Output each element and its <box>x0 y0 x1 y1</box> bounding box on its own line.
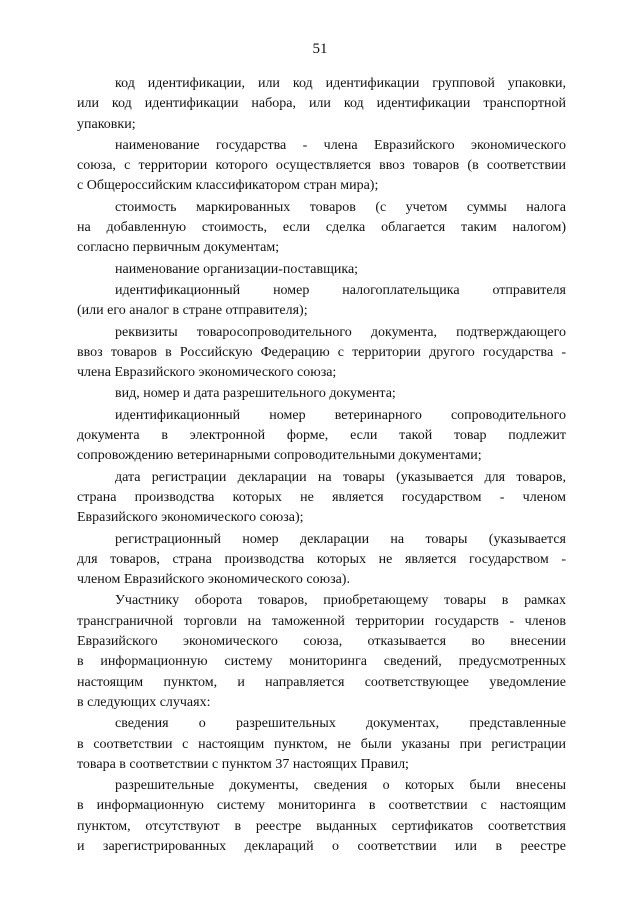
text-line: наименование организации-поставщика; <box>115 261 359 277</box>
text-line: стоимость маркированных товаров (с учетом суммы налога <box>115 199 566 215</box>
paragraph <box>77 260 566 280</box>
text-line: или код идентификации набора, или код идентификации транспортной <box>77 96 566 112</box>
text-line: трансграничной торговли на таможенной территории государств - членов <box>77 613 566 629</box>
text-line: реквизиты товаросопроводительного документа, подтверждающего <box>115 324 566 340</box>
paragraph <box>77 468 566 529</box>
text-line: упаковки; <box>77 116 136 132</box>
paragraph <box>77 714 566 775</box>
text-line: согласно первичным документам; <box>77 240 280 256</box>
paragraph <box>77 776 566 857</box>
paragraph <box>77 406 566 467</box>
text-line: идентификационный номер ветеринарного сопроводительного <box>115 407 566 423</box>
text-line: разрешительные документы, сведения о которых были внесены <box>115 778 566 794</box>
text-line: Евразийского экономического союза, отказывается во внесении <box>77 634 566 650</box>
text-line: члена Евразийского экономического союза; <box>77 365 337 381</box>
text-line: Участнику оборота товаров, приобретающему товары в рамках <box>115 593 566 609</box>
paragraph <box>77 74 566 135</box>
text-line: ввоз товаров в Российскую Федерацию с территории другого государства - <box>77 344 566 360</box>
text-line: документа в электронной форме, если такой товар подлежит <box>77 428 566 444</box>
text-line: код идентификации, или код идентификации групповой упаковки, <box>115 76 566 91</box>
text-line: регистрационный номер декларации на товары (указывается <box>115 531 566 547</box>
paragraph <box>77 384 566 404</box>
text-line: сведения о разрешительных документах, представленные <box>115 716 566 732</box>
text-line: товара в соответствии с пунктом 37 настоящих Правил; <box>77 756 409 772</box>
text-line: и зарегистрированных деклараций о соответствии или в реестре <box>77 838 566 854</box>
text-line: с Общероссийским классификатором стран мира); <box>77 178 379 194</box>
text-line: сопровождению ветеринарными сопроводительными документами; <box>77 448 482 464</box>
paragraph <box>77 323 566 384</box>
paragraph <box>77 136 566 197</box>
text-line: (или его аналог в стране отправителя); <box>77 303 308 319</box>
document-body <box>77 74 566 858</box>
paragraph <box>77 591 566 713</box>
paragraph <box>77 198 566 259</box>
text-line: в соответствии с настоящим пунктом, не были указаны при регистрации <box>77 736 566 752</box>
text-line: в следующих случаях: <box>77 694 211 710</box>
text-line: на добавленную стоимость, если сделка облагается таким налогом) <box>77 220 566 236</box>
text-line: наименование государства - члена Евразийского экономического <box>115 137 566 153</box>
text-line: в информационную систему мониторинга в соответствии с настоящим <box>77 798 566 814</box>
paragraph <box>77 530 566 591</box>
text-line: союза, с территории которого осуществляется ввоз товаров (в соответствии <box>77 158 566 174</box>
text-line: вид, номер и дата разрешительного документа; <box>115 386 396 402</box>
paragraph <box>77 281 566 322</box>
text-line: для товаров, страна производства которых не является государством - <box>77 551 566 567</box>
text-line: членом Евразийского экономического союза). <box>77 572 350 588</box>
text-line: пунктом, отсутствуют в реестре выданных сертификатов соответствия <box>77 818 566 834</box>
text-line: страна производства которых не является государством - членом <box>77 489 566 505</box>
text-line: настоящим пунктом, и направляется соответствующее уведомление <box>77 674 566 690</box>
text-line: Евразийского экономического союза); <box>77 510 304 526</box>
text-line: идентификационный номер налогоплательщика отправителя <box>115 282 566 298</box>
text-line: в информационную систему мониторинга сведений, предусмотренных <box>77 654 566 670</box>
page-number: 51 <box>312 41 328 57</box>
text-line: дата регистрации декларации на товары (указывается для товаров, <box>115 469 566 485</box>
